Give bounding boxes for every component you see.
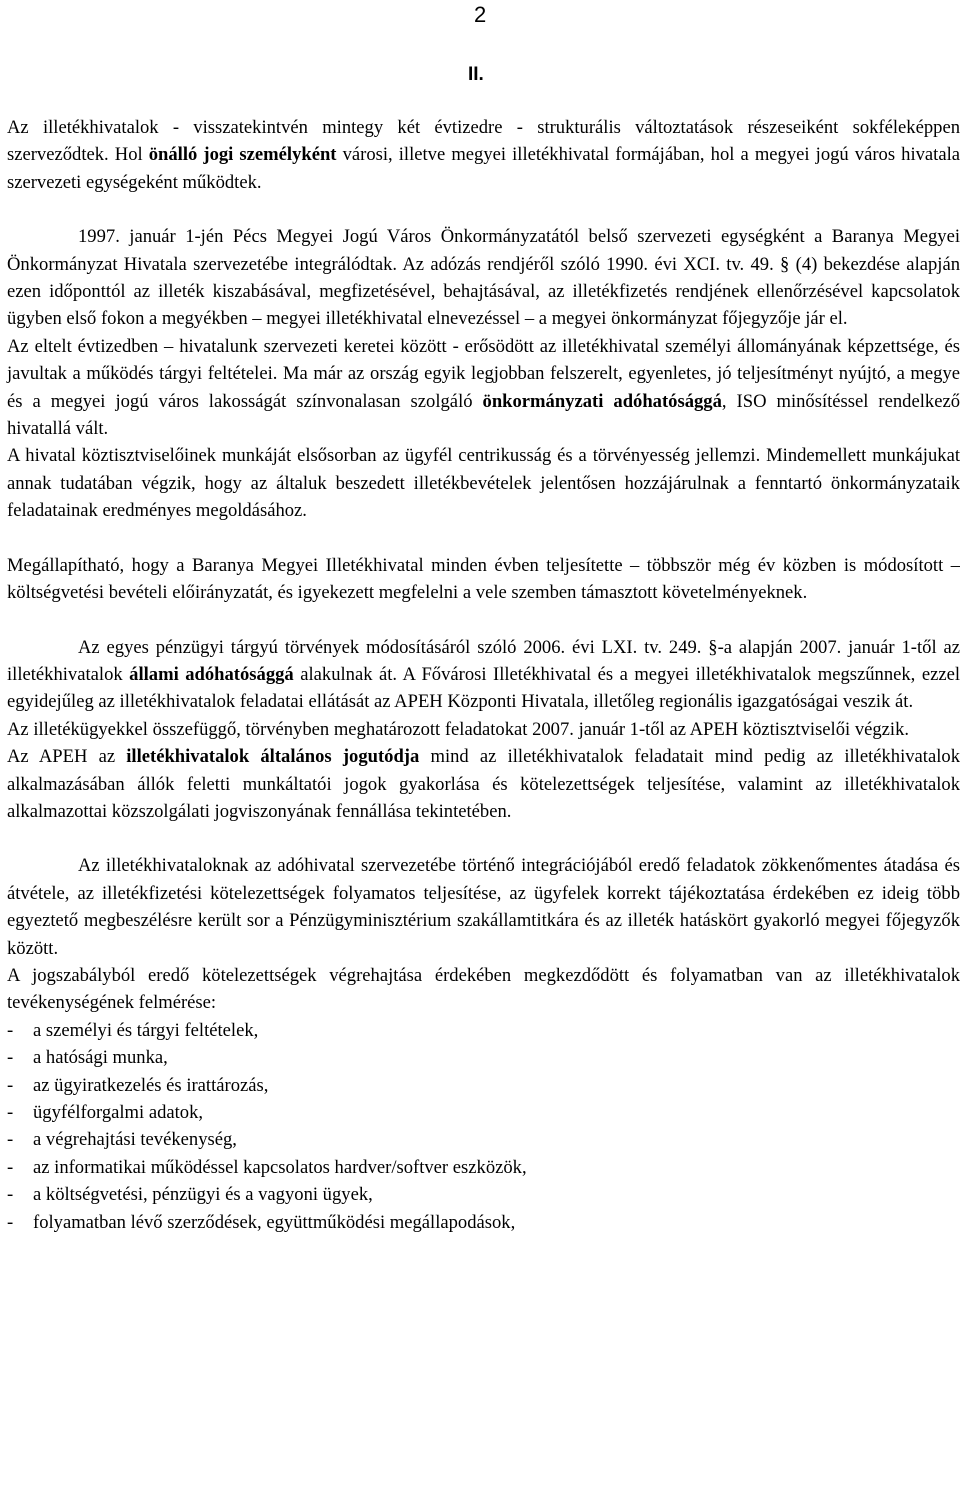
paragraph-decade-text-a: Az eltelt évtizedben – hivatalunk szervezeti keretei között - erősödött az illetékhivatal személyi állományának képzettsége, és javultak a működés tárgyi feltételei. Ma már az ország egyik legjobban felszerelt, egyenletes, jó teljesítményt nyújtó, a megye és a megyei jogú város lakosságát színvonalasan szolgáló <box>7 335 960 412</box>
paragraph-decade-bold: önkormányzati adóhatósággá <box>482 390 722 412</box>
paragraph-legal-successor-text-a: Az APEH az <box>7 746 127 768</box>
paragraph-2007-change-text-c: alakulnak át. A Fővárosi Illetékhivatal és a megyei illetékhivatalok megszűnnek, ezzel egyidejűleg az illetékhivatalok feladatai ellátását az APEH Központi Hivatala, illetőleg regionális igazgatóságai veszik át. <box>7 663 960 713</box>
paragraph-spacer <box>7 196 960 223</box>
paragraph-legal-successor <box>7 743 960 825</box>
list-dash: - <box>7 1184 14 1206</box>
list-item-text: a végrehajtási tevékenység, <box>33 1129 237 1151</box>
paragraph-spacer <box>7 525 960 552</box>
list-item <box>7 1209 960 1236</box>
list-dash: - <box>7 1074 14 1096</box>
paragraph-history-bold: önálló jogi személyként <box>148 144 337 166</box>
list-item-text: az ügyiratkezelés és irattározás, <box>33 1074 269 1096</box>
paragraph-decade <box>7 333 960 443</box>
list-item-text: folyamatban lévő szerződések, együttműködési megállapodások, <box>33 1211 516 1233</box>
paragraph-2007-change-bold: állami adóhatósággá <box>129 663 294 685</box>
list-item <box>7 1154 960 1181</box>
paragraph-spacer <box>7 607 960 634</box>
list-dash: - <box>7 1211 14 1233</box>
list-item <box>7 1072 960 1099</box>
list-dash: - <box>7 1129 14 1151</box>
survey-list <box>7 1017 960 1236</box>
section-heading: II. <box>468 64 484 85</box>
paragraph-survey-intro: A jogszabályból eredő kötelezettségek végrehajtása érdekében megkezdődött és folyamatban van az illetékhivatalok tevékenységének felmérése: <box>7 964 960 1014</box>
list-dash: - <box>7 1047 14 1069</box>
list-item <box>7 1126 960 1153</box>
list-item-text: a költségvetési, pénzügyi és a vagyoni ügyek, <box>33 1184 373 1206</box>
document-body <box>7 114 960 1236</box>
paragraph-2007-change <box>7 634 960 716</box>
paragraph-history-text-c: városi, illetve megyei illetékhivatal formájában, hol a megyei jogú város hivatala szervezeti egységeként működtek. <box>7 144 960 193</box>
paragraph-history <box>7 114 960 196</box>
list-item <box>7 1017 960 1044</box>
paragraph-1997-integration: 1997. január 1-jén Pécs Megyei Jogú Város Önkormányzatától belső szervezeti egységként a Baranya Megyei Önkormányzat Hivatala szervezetébe integrálódtak. Az adózás rendjéről szóló 1990. évi XCI. tv. 49. § (4) bekezdése alapján ezen időponttól az illeték kiszabásával, megfizetésével, behajtásával, az illetékfizetés rendjének ellenőrzésével kapcsolatok ügyben első fokon a megyékben – megyei illetékhivatal elnevezéssel – a megyei önkormányzat főjegyzője jár el. <box>7 226 960 330</box>
list-item-text: ügyfélforgalmi adatok, <box>33 1102 204 1123</box>
list-item-text: az informatikai működéssel kapcsolatos hardver/softver eszközök, <box>33 1156 527 1178</box>
paragraph-decade-text-c: , ISO minősítéssel rendelkező hivatallá vált. <box>7 390 960 440</box>
page-number: 2 <box>474 2 487 27</box>
paragraph-apeh-tasks: Az illetékügyekkel összefüggő, törvényben meghatározott feladatokat 2007. január 1-től az APEH köztisztviselői végzik. <box>7 718 910 740</box>
paragraph-spacer <box>7 825 960 852</box>
list-item-text: a személyi és tárgyi feltételek, <box>33 1019 259 1041</box>
paragraph-budget: Megállapítható, hogy a Baranya Megyei Illetékhivatal minden évben teljesítette – többször még év közben is módosított – költségvetési bevételi előirányzatát, és igyekezett megfelelni a vele szemben támasztott követelményeknek. <box>7 554 960 604</box>
list-item-text: a hatósági munka, <box>33 1047 168 1069</box>
paragraph-integration-meetings: Az illetékhivataloknak az adóhivatal szervezetébe történő integrációjából eredő feladatok zökkenőmentes átadása és átvétele, az illetékfizetési kötelezettségek folyamatos teljesítése, az ügyfelek korrekt tájékoztatása érdekében ez ideig több egyeztető megbeszélésre került sor a Pénzügyminisztérium szakállamtitkára és az illeték hatáskört gyakorló megyei főjegyzők között. <box>7 855 960 959</box>
list-dash: - <box>7 1156 14 1178</box>
list-item <box>7 1181 960 1208</box>
paragraph-2007-change-text-a: Az egyes pénzügyi tárgyú törvények módosításáról szóló 2006. évi LXI. tv. 249. §-a alapján 2007. január 1-től az illetékhivatalok <box>7 636 960 685</box>
paragraph-legal-successor-bold: illetékhivatalok általános jogutódja <box>126 746 420 768</box>
list-dash: - <box>7 1102 14 1123</box>
paragraph-legal-successor-text-c: mind az illetékhivatalok feladatait mind pedig az illetékhivatalok alkalmazásában állók feletti munkáltatói jogok gyakorlása és kötelezettségek teljesítése, valamint az illetékhivatalok alkalmazottai közszolgálati jogviszonyának fennállása tekintetében. <box>7 746 960 822</box>
list-dash: - <box>7 1019 14 1041</box>
paragraph-civil-servants: A hivatal köztisztviselőinek munkáját elsősorban az ügyfél centrikusság és a törvényesség jellemzi. Mindemellett munkájukat annak tudatában végzik, hogy az általuk beszedett illetékbevételek jelentősen hozzájárulnak a fenntartó önkormányzataik feladatainak eredményes megoldásához. <box>7 445 960 522</box>
list-item <box>7 1044 960 1071</box>
list-item <box>7 1099 960 1126</box>
paragraph-history-text-a: Az illetékhivatalok - visszatekintvén mintegy két évtizedre - strukturális változtatások részeseiként sokféleképpen szerveződtek. Hol <box>7 117 960 166</box>
